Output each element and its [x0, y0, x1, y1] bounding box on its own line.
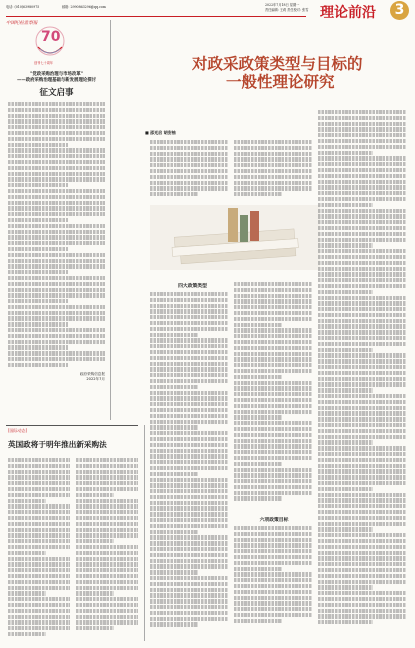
notice-title-line2: ——政府采购治理基础与新发展理论探讨	[16, 78, 97, 83]
anniversary-emblem	[33, 25, 67, 59]
article-col2-top	[234, 140, 312, 202]
paper-logo: 中国纪检监察报	[6, 21, 38, 26]
notice-title-line3: 征文启事	[39, 88, 74, 98]
bottom-article-col2	[76, 458, 138, 640]
column-tag: [国际动态]	[8, 428, 28, 433]
article-col1-top	[150, 140, 228, 202]
article-title	[132, 55, 392, 91]
notice-title-line1: "党政采购治理与市场改革"	[30, 72, 83, 77]
header-editors: 责任编辑: 王莉 责任校对: 张雪	[265, 8, 309, 12]
books-image-icon	[150, 205, 320, 270]
article-byline: ■ 邵光启 胡安柚	[145, 130, 176, 135]
article-col2-bottom	[234, 526, 312, 638]
bottom-article-col1	[8, 458, 70, 640]
article-title-line1: 对政采政策类型与目标的	[192, 54, 363, 73]
article-col3	[318, 110, 406, 638]
page-number-badge: 3	[390, 1, 409, 20]
header-date: 2022年7月18日 星期一	[265, 3, 300, 7]
article-col1	[150, 292, 228, 638]
header-email: 邮箱: 2990863296@qq.com	[62, 5, 106, 9]
books-photo	[150, 205, 320, 270]
section-title: 理论前沿	[320, 5, 376, 21]
subhead-policy-types: 四大政策类型	[178, 284, 207, 289]
notice-signoff-date: 2022年7月	[86, 377, 105, 381]
header-phone: 电话: (010)63980975	[6, 5, 40, 9]
notice-body	[8, 102, 105, 372]
article-col2	[234, 282, 312, 512]
article-title-line2: 一般性理论研究	[226, 72, 335, 91]
anniversary-caption: 创刊七十周年	[34, 61, 54, 65]
notice-signoff-org: 政府采购信息报	[79, 372, 105, 376]
notice-signoff	[8, 372, 105, 382]
subhead-policy-goals: 六项政策目标	[259, 518, 289, 523]
anniversary-number: 70	[41, 29, 61, 45]
bottom-article-title: 英国政将于明年推出新采购法	[8, 440, 107, 449]
